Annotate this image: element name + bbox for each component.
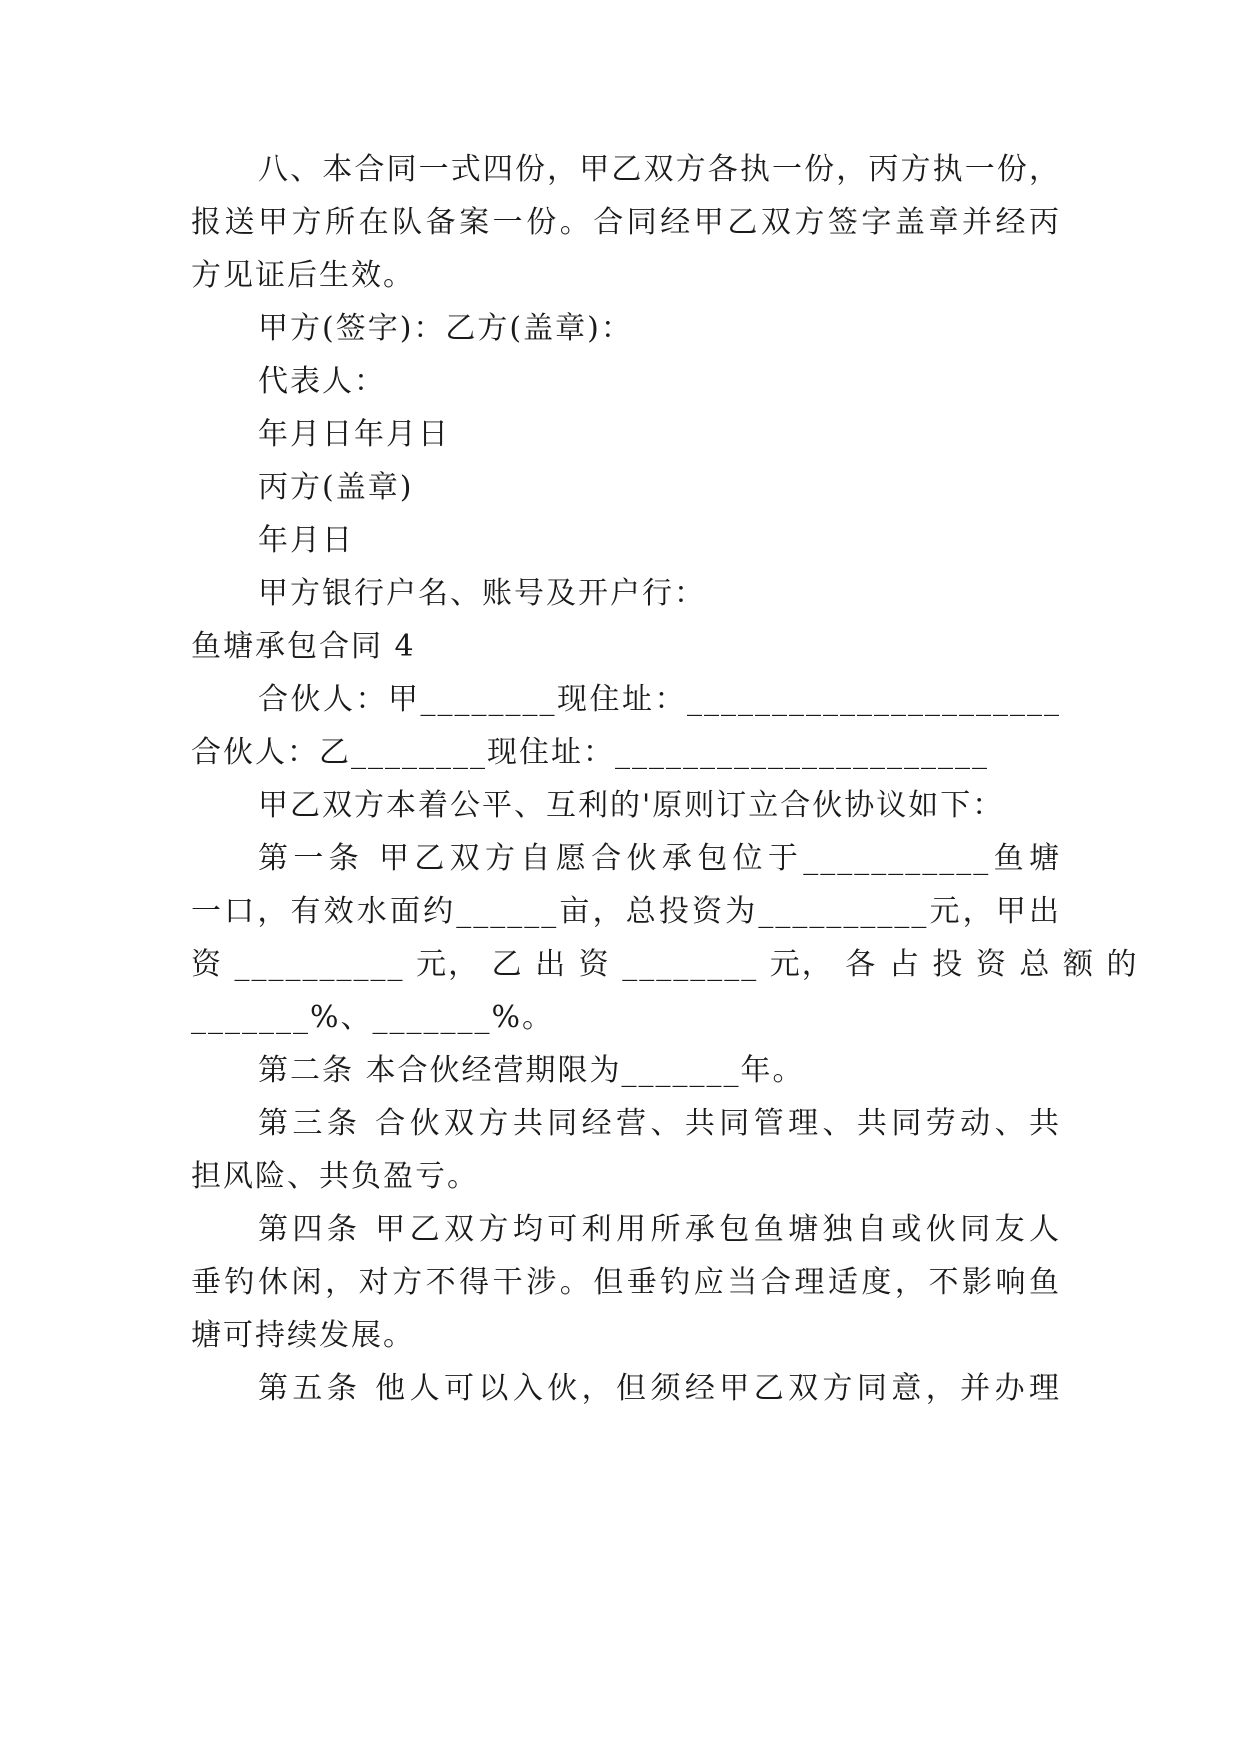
date-line-2: 年月日	[258, 523, 354, 558]
article-3-line-2: 担风险、共负盈亏。	[191, 1159, 479, 1194]
article-2: 第二条 本合伙经营期限为_______年。	[258, 1053, 805, 1088]
signature-party-c: 丙方(盖章)	[258, 470, 414, 505]
bank-info-label: 甲方银行户名、账号及开户行：	[258, 576, 706, 611]
article-1-line-2: 一口，有效水面约______亩，总投资为__________元，甲出	[191, 894, 1061, 929]
representative-label: 代表人：	[258, 364, 386, 399]
clause-8-line-2: 报送甲方所在队备案一份。合同经甲乙双方签字盖章并经丙	[191, 205, 1061, 240]
article-4-line-3: 塘可持续发展。	[191, 1318, 415, 1353]
article-1-line-4: _______%、_______%。	[191, 1000, 555, 1035]
clause-8-line-3: 方见证后生效。	[191, 258, 415, 293]
article-1-line-3: 资 __________ 元， 乙 出 资 ________ 元， 各 占 投 资 总 额 的	[191, 947, 1139, 982]
signature-party-a-b: 甲方(签字)：乙方(盖章)：	[258, 311, 633, 346]
section-heading: 鱼塘承包合同 4	[191, 629, 416, 664]
article-4-line-2: 垂钓休闲，对方不得干涉。但垂钓应当合理适度，不影响鱼	[191, 1265, 1061, 1300]
partner-a-line: 合伙人：甲________现住址：______________________	[258, 682, 1061, 717]
clause-8-line-1: 八、本合同一式四份，甲乙双方各执一份，丙方执一份，	[258, 152, 1061, 187]
article-3-line-1: 第三条 合伙双方共同经营、共同管理、共同劳动、共	[258, 1106, 1061, 1141]
partner-b-line: 合伙人：乙________现住址：______________________	[191, 735, 989, 770]
article-5-line-1: 第五条 他人可以入伙，但须经甲乙双方同意，并办理	[258, 1371, 1061, 1406]
agreement-intro: 甲乙双方本着公平、互利的'原则订立合伙协议如下：	[258, 788, 1005, 823]
article-1-line-1: 第一条 甲乙双方自愿合伙承包位于___________鱼塘	[258, 841, 1061, 876]
article-4-line-1: 第四条 甲乙双方均可利用所承包鱼塘独自或伙同友人	[258, 1212, 1061, 1247]
date-line-1: 年月日年月日	[258, 417, 450, 452]
